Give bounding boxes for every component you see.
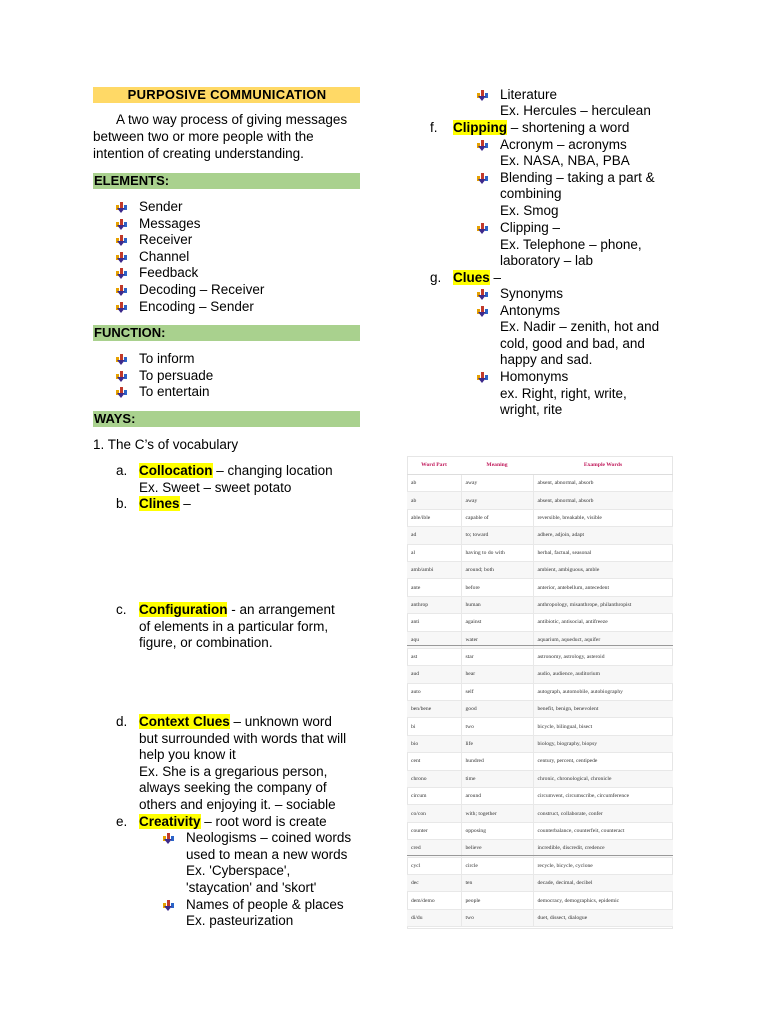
item-g-marker: g.	[430, 270, 442, 285]
antonyms-line-2: Ex. Nadir – zenith, hot and	[500, 319, 660, 334]
item-c-text: - an arrangement	[227, 602, 335, 617]
bullet-icon	[116, 371, 128, 383]
literature-line-1: Literature	[500, 87, 558, 102]
acronym-line-1: Acronym – acronyms	[500, 137, 627, 152]
homonyms-line-3: wright, rite	[500, 402, 563, 417]
table-row	[407, 857, 673, 874]
table-row	[407, 561, 673, 578]
item-d-line-4: always seeking the company of	[139, 780, 327, 795]
cell-meaning: around	[461, 788, 533, 805]
item-b-marker: b.	[116, 496, 128, 511]
neologisms-line-3: Ex. 'Cyberspace',	[186, 863, 291, 878]
cell-meaning: having to do with	[461, 544, 533, 561]
cell-example-words: astronomy, astrology, asteroid	[533, 648, 673, 665]
header-meaning: Meaning	[461, 456, 533, 475]
list-item: Channel	[139, 248, 190, 264]
table-row	[407, 509, 673, 526]
neologisms-line-1: Neologisms – coined words	[186, 830, 352, 845]
word-part-table	[407, 456, 673, 927]
blending-line-2: combining	[500, 186, 562, 201]
cell-example-words: construct, collaborate, confer	[533, 805, 673, 822]
cell-example-words: anthropology, misanthrope, philanthropist	[533, 596, 673, 613]
bullet-icon	[116, 219, 128, 231]
header-word-part: Word Part	[407, 456, 461, 475]
cell-meaning: time	[461, 770, 533, 787]
table-row	[407, 874, 673, 891]
term-context-clues: Context Clues	[139, 714, 230, 729]
item-f-marker: f.	[430, 120, 438, 135]
item-e	[139, 814, 327, 831]
cell-meaning: people	[461, 892, 533, 909]
cell-word-part: ben/bene	[407, 701, 461, 718]
ways-heading: WAYS:	[93, 411, 360, 427]
synonyms-line: Synonyms	[500, 286, 564, 301]
table-row	[407, 614, 673, 631]
term-configuration: Configuration	[139, 602, 228, 617]
cell-example-words: recycle, bicycle, cyclone	[533, 857, 673, 874]
bullet-icon	[477, 372, 489, 384]
cell-meaning: capable of	[461, 509, 533, 526]
cell-word-part: cycl	[407, 857, 461, 874]
list-item: Sender	[139, 199, 183, 214]
cell-meaning: hundred	[461, 753, 533, 770]
cell-meaning: star	[461, 648, 533, 665]
bullet-icon	[116, 235, 128, 247]
names-line-2: Ex. pasteurization	[186, 913, 294, 928]
intro-line-3: intention of creating understanding.	[93, 146, 304, 161]
cell-example-words: circumvent, circumscribe, circumference	[533, 788, 673, 805]
cell-word-part: ab	[407, 492, 461, 509]
item-c-line-2: figure, or combination.	[139, 635, 273, 650]
term-creativity: Creativity	[139, 814, 201, 829]
bullet-icon	[116, 302, 128, 314]
table-row	[407, 909, 673, 926]
term-clipping: Clipping	[453, 120, 507, 135]
cell-meaning: hear	[461, 666, 533, 683]
cell-meaning: circle	[461, 857, 533, 874]
cell-meaning: believe	[461, 840, 533, 857]
cell-example-words: reversible, breakable, visible	[533, 509, 673, 526]
cell-example-words: herbal, factual, seasonal	[533, 544, 673, 561]
elements-heading: ELEMENTS:	[93, 173, 360, 189]
antonyms-line-4: happy and sad.	[500, 352, 593, 367]
cell-example-words: incredible, discredit, credence	[533, 840, 673, 857]
list-item: To persuade	[139, 367, 214, 383]
list-item: Encoding – Sender	[139, 298, 254, 314]
intro-line-2: between two or more people with the	[93, 129, 314, 144]
cell-example-words: absent, abnormal, absorb	[533, 475, 673, 492]
item-d-line-1: but surrounded with words that will	[139, 731, 347, 746]
cell-example-words: absent, abnormal, absorb	[533, 492, 673, 509]
item-c	[139, 602, 335, 619]
table-row	[407, 666, 673, 683]
cell-meaning: to; toward	[461, 527, 533, 544]
item-d	[139, 714, 332, 731]
cell-word-part: counter	[407, 822, 461, 839]
bullet-icon	[116, 252, 128, 264]
cell-example-words: aquarium, aqueduct, aquifer	[533, 631, 673, 648]
item-f-text: – shortening a word	[507, 120, 630, 135]
cell-word-part: ast	[407, 648, 461, 665]
table-row	[407, 892, 673, 909]
cell-example-words: anterior, antebellum, antecedent	[533, 579, 673, 596]
cell-word-part: bi	[407, 718, 461, 735]
item-g-text: –	[489, 270, 502, 285]
table-row	[407, 788, 673, 805]
cell-meaning: self	[461, 683, 533, 700]
function-heading: FUNCTION:	[93, 325, 360, 341]
blending-line-3: Ex. Smog	[500, 203, 559, 218]
intro-line-1: A two way process of giving messages	[116, 112, 348, 127]
cell-word-part: co/con	[407, 805, 461, 822]
neologisms-line-4: 'staycation' and 'skort'	[186, 880, 317, 895]
table-row	[407, 492, 673, 509]
cell-meaning: two	[461, 909, 533, 926]
table-row	[407, 701, 673, 718]
cell-meaning: away	[461, 492, 533, 509]
list-item: To entertain	[139, 384, 210, 400]
cell-example-words: decade, decimal, decibel	[533, 874, 673, 891]
cell-word-part: bio	[407, 735, 461, 752]
cell-example-words: autograph, automobile, autobiography	[533, 683, 673, 700]
bullet-icon	[477, 140, 489, 152]
item-d-line-5: others and enjoying it. – sociable	[139, 797, 336, 812]
term-collocation: Collocation	[139, 463, 213, 478]
table-row	[407, 596, 673, 613]
page-title: PURPOSIVE COMMUNICATION	[93, 87, 360, 103]
item-a	[139, 463, 333, 480]
cell-meaning: with; together	[461, 805, 533, 822]
cell-example-words: ambient, ambiguous, amble	[533, 561, 673, 578]
item-c-marker: c.	[116, 602, 127, 617]
bullet-icon	[116, 202, 128, 214]
cell-word-part: ab	[407, 475, 461, 492]
table-row	[407, 544, 673, 561]
table-page-divider	[407, 645, 673, 646]
cell-example-words: biology, biography, biopsy	[533, 735, 673, 752]
item-f	[453, 120, 629, 137]
list-item: Messages	[139, 215, 201, 231]
cell-example-words: antibiotic, antisocial, antifreeze	[533, 614, 673, 631]
cell-meaning: against	[461, 614, 533, 631]
cell-word-part: ante	[407, 579, 461, 596]
cell-meaning: around; both	[461, 561, 533, 578]
list-item: Decoding – Receiver	[139, 282, 265, 297]
neologisms-line-2: used to mean a new words	[186, 847, 348, 862]
cell-meaning: opposing	[461, 822, 533, 839]
antonyms-line-3: cold, good and bad, and	[500, 336, 645, 351]
item-d-text: – unknown word	[229, 714, 332, 729]
bullet-icon	[477, 306, 489, 318]
bullet-icon	[116, 268, 128, 280]
bullet-icon	[163, 833, 175, 845]
cell-meaning: good	[461, 701, 533, 718]
list-item: Feedback	[139, 265, 199, 281]
item-e-text: – root word is create	[200, 814, 327, 829]
table-page-divider	[407, 855, 673, 856]
cell-meaning: water	[461, 631, 533, 648]
table-row	[407, 475, 673, 492]
clipping-line-1: Clipping –	[500, 220, 561, 235]
item-a-example: Ex. Sweet – sweet potato	[139, 480, 292, 495]
term-clines: Clines	[139, 496, 180, 511]
acronym-line-2: Ex. NASA, NBA, PBA	[500, 153, 630, 168]
table-row	[407, 805, 673, 822]
bullet-icon	[116, 285, 128, 297]
antonyms-line-1: Antonyms	[500, 303, 561, 318]
cell-example-words: counterbalance, counterfeit, counteract	[533, 822, 673, 839]
list-item: To inform	[139, 351, 195, 366]
table-row	[407, 770, 673, 787]
cell-example-words: audio, audience, auditorium	[533, 666, 673, 683]
item-g	[453, 270, 501, 287]
clipping-line-2: Ex. Telephone – phone,	[500, 237, 642, 252]
item-d-line-3: Ex. She is a gregarious person,	[139, 764, 328, 779]
bullet-icon	[477, 173, 489, 185]
cell-example-words: adhere, adjoin, adapt	[533, 527, 673, 544]
bullet-icon	[116, 354, 128, 366]
item-d-line-2: help you know it	[139, 747, 236, 762]
cell-example-words: bicycle, bilingual, bisect	[533, 718, 673, 735]
ways-intro: 1. The C’s of vocabulary	[93, 437, 239, 452]
cell-word-part: al	[407, 544, 461, 561]
item-c-line-1: of elements in a particular form,	[139, 619, 329, 634]
clipping-line-3: laboratory – lab	[500, 253, 594, 268]
table-row	[407, 735, 673, 752]
bullet-icon	[116, 387, 128, 399]
cell-example-words: century, percent, centipede	[533, 753, 673, 770]
item-e-marker: e.	[116, 814, 128, 829]
names-line-1: Names of people & places	[186, 897, 344, 912]
cell-word-part: di/du	[407, 909, 461, 926]
cell-word-part: anthrop	[407, 596, 461, 613]
cell-word-part: cred	[407, 840, 461, 857]
table-header-row	[407, 456, 673, 475]
literature-line-2: Ex. Hercules – herculean	[500, 103, 651, 118]
cell-meaning: before	[461, 579, 533, 596]
cell-example-words: benefit, benign, benevolent	[533, 701, 673, 718]
cell-word-part: circum	[407, 788, 461, 805]
item-a-marker: a.	[116, 463, 128, 478]
cell-example-words: chronic, chronological, chronicle	[533, 770, 673, 787]
cell-meaning: two	[461, 718, 533, 735]
cell-example-words: democracy, demographics, epidemic	[533, 892, 673, 909]
table-row	[407, 648, 673, 665]
table-row	[407, 579, 673, 596]
cell-word-part: anti	[407, 614, 461, 631]
homonyms-line-1: Homonyms	[500, 369, 569, 384]
cell-meaning: away	[461, 475, 533, 492]
header-example-words: Example Words	[533, 456, 673, 475]
cell-word-part: dem/demo	[407, 892, 461, 909]
list-item: Receiver	[139, 232, 193, 248]
cell-word-part: aqu	[407, 631, 461, 648]
homonyms-line-2: ex. Right, right, write,	[500, 386, 627, 401]
bullet-icon	[477, 90, 489, 102]
cell-word-part: chrono	[407, 770, 461, 787]
cell-word-part: aud	[407, 666, 461, 683]
item-b-text: –	[179, 496, 191, 511]
term-clues: Clues	[453, 270, 490, 285]
table-row	[407, 718, 673, 735]
cell-word-part: cent	[407, 753, 461, 770]
cell-word-part: ad	[407, 527, 461, 544]
item-d-marker: d.	[116, 714, 128, 729]
cell-example-words: duet, dissect, dialogue	[533, 909, 673, 926]
cell-meaning: life	[461, 735, 533, 752]
bullet-icon	[163, 900, 175, 912]
cell-word-part: able/ible	[407, 509, 461, 526]
table-row	[407, 822, 673, 839]
bullet-icon	[477, 289, 489, 301]
cell-word-part: dec	[407, 874, 461, 891]
table-row	[407, 683, 673, 700]
bullet-icon	[477, 223, 489, 235]
cell-word-part: auto	[407, 683, 461, 700]
blending-line-1: Blending – taking a part &	[500, 170, 655, 185]
item-b	[139, 496, 191, 513]
table-row	[407, 527, 673, 544]
cell-meaning: human	[461, 596, 533, 613]
cell-meaning: ten	[461, 874, 533, 891]
cell-word-part: amb/ambi	[407, 561, 461, 578]
table-row	[407, 753, 673, 770]
item-a-text: – changing location	[212, 463, 333, 478]
